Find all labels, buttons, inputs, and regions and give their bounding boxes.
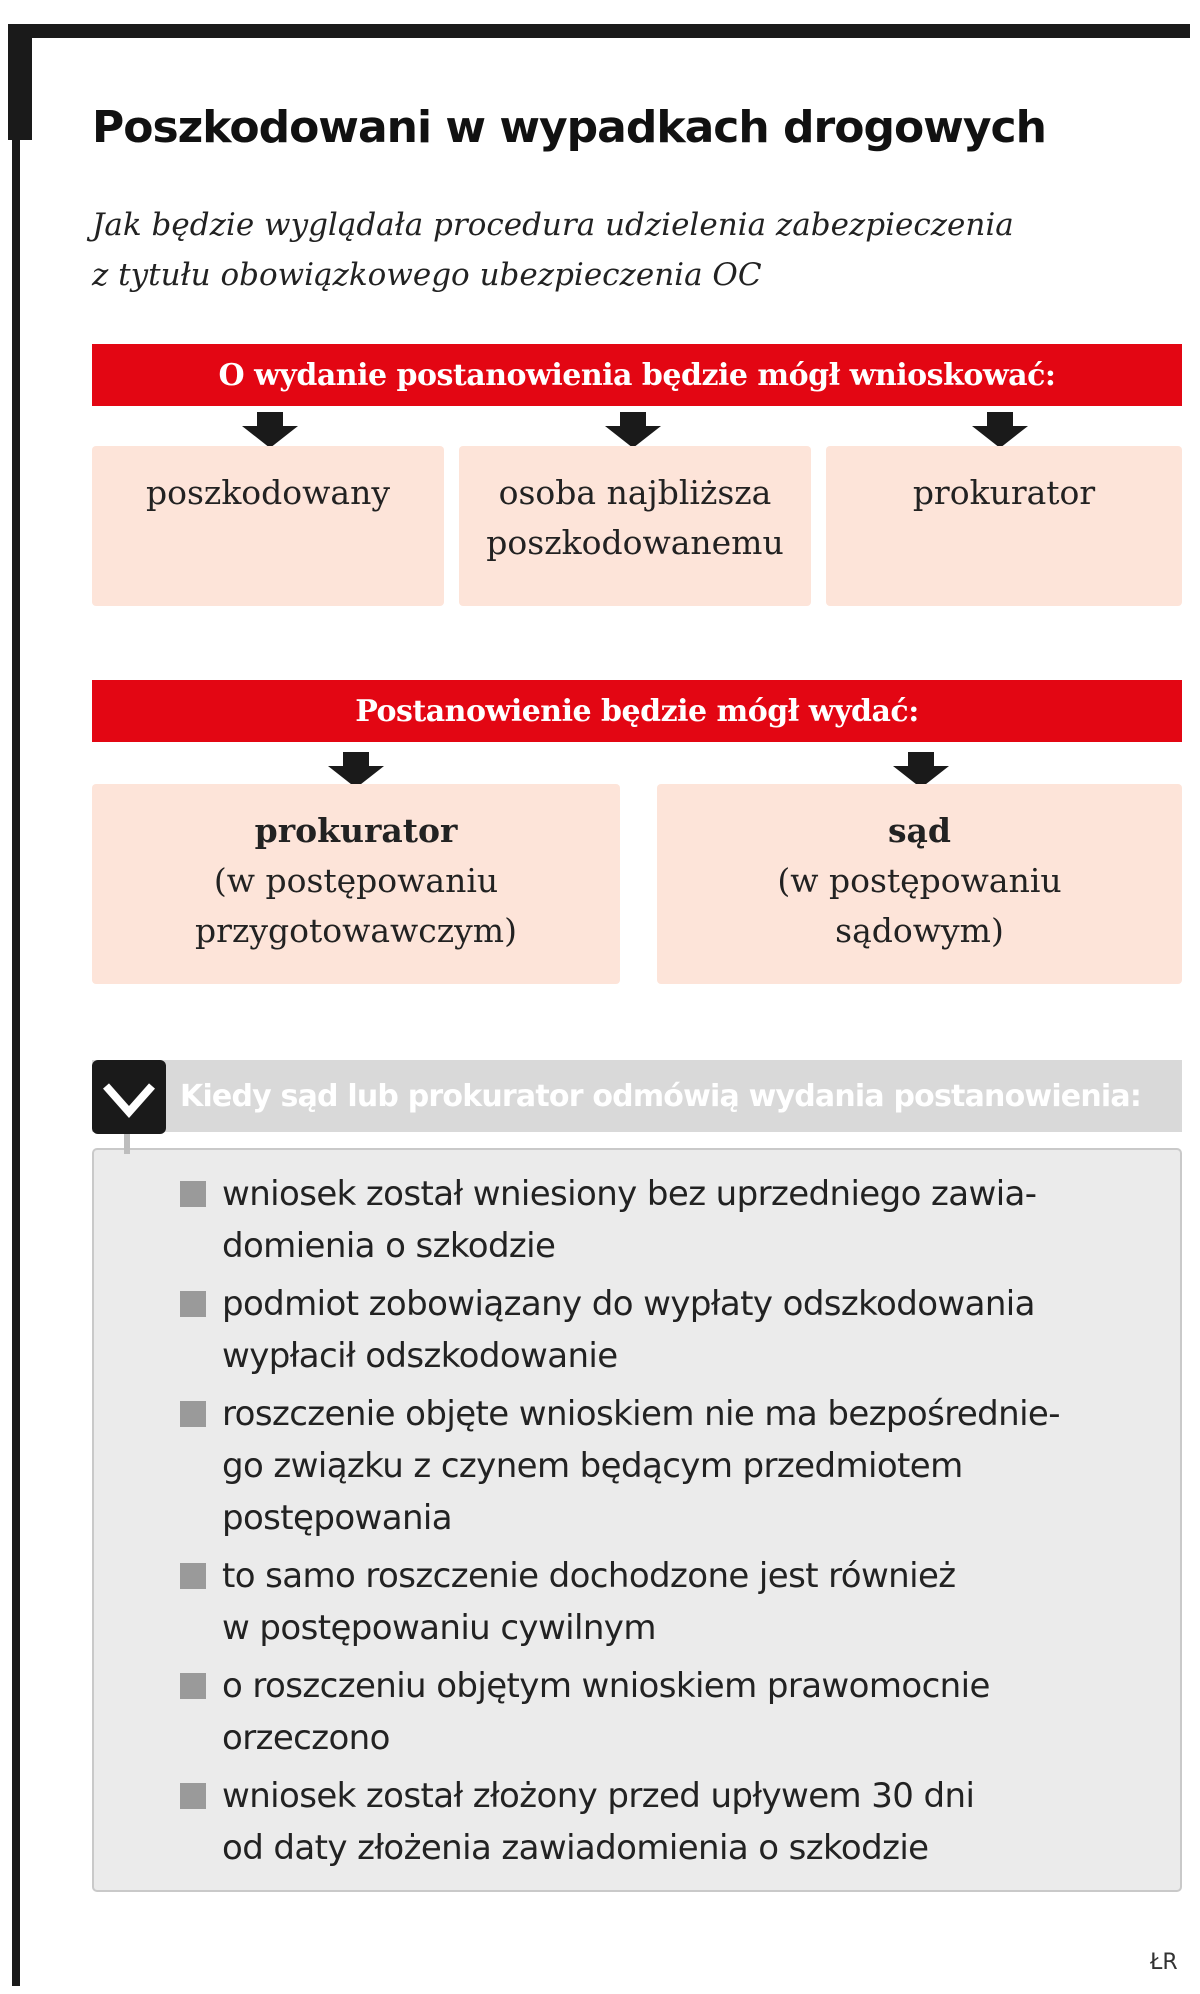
- subtitle: [92, 200, 1182, 300]
- list-item: [180, 1388, 1180, 1544]
- arrow-down-icon: [242, 412, 298, 448]
- square-bullet-icon: [180, 1181, 206, 1207]
- list-item-line: domienia o szkodzie: [222, 1226, 556, 1266]
- refusal-header-text: Kiedy sąd lub prokurator odmówią wydania postanowienia:: [180, 1078, 1142, 1114]
- refusal-reasons-list: [180, 1168, 1180, 1880]
- list-item-line: roszczenie objęte wnioskiem nie ma bezpośrednie-: [222, 1394, 1060, 1434]
- list-item: [180, 1770, 1180, 1874]
- list-item-line: go związku z czynem będącym przedmiotem: [222, 1446, 963, 1486]
- applicant-box: [92, 446, 444, 606]
- list-item: [180, 1660, 1180, 1764]
- issuer-detail: (w postępowaniu: [213, 861, 499, 900]
- applicant-label: poszkodowanemu: [486, 523, 784, 562]
- list-item-line: postępowania: [222, 1498, 453, 1538]
- issuer-detail: przygotowawczym): [195, 911, 517, 950]
- author-credit: ŁR: [1150, 1950, 1178, 1975]
- applicant-box: [826, 446, 1182, 606]
- list-item-line: wniosek został wniesiony bez uprzedniego zawia-: [222, 1174, 1037, 1214]
- list-item: [180, 1550, 1180, 1654]
- square-bullet-icon: [180, 1401, 206, 1427]
- list-item-line: o roszczeniu objętym wnioskiem prawomocnie: [222, 1666, 990, 1706]
- applicant-box: [459, 446, 811, 606]
- applicant-label: osoba najbliższa: [498, 473, 772, 512]
- check-mark-icon: [92, 1060, 166, 1134]
- square-bullet-icon: [180, 1783, 206, 1809]
- section-header-applicants: O wydanie postanowienia będzie mógł wnioskować:: [92, 344, 1182, 406]
- list-item-line: w postępowaniu cywilnym: [222, 1608, 656, 1648]
- frame-top-border: [8, 24, 1190, 38]
- chevron-check-icon: [92, 1060, 166, 1134]
- frame-left-border: [12, 24, 20, 1986]
- section-header-issuers: Postanowienie będzie mógł wydać:: [92, 680, 1182, 742]
- issuer-box: [92, 784, 620, 984]
- list-item-line: wypłacił odszkodowanie: [222, 1336, 618, 1376]
- subtitle-line: z tytułu obowiązkowego ubezpieczenia OC: [92, 257, 762, 293]
- issuer-detail: (w postępowaniu: [777, 861, 1062, 900]
- issuer-box: [657, 784, 1182, 984]
- arrow-down-icon: [972, 412, 1028, 448]
- list-item: [180, 1278, 1180, 1382]
- arrow-down-icon: [605, 412, 661, 448]
- list-item-line: to samo roszczenie dochodzone jest również: [222, 1556, 956, 1596]
- list-item-line: podmiot zobowiązany do wypłaty odszkodowania: [222, 1284, 1035, 1324]
- applicant-label: prokurator: [912, 473, 1096, 512]
- list-item-line: wniosek został złożony przed upływem 30 dni: [222, 1776, 975, 1816]
- issuer-name: prokurator: [254, 811, 458, 850]
- square-bullet-icon: [180, 1291, 206, 1317]
- arrow-down-icon: [328, 752, 384, 788]
- list-item-line: orzeczono: [222, 1718, 390, 1758]
- square-bullet-icon: [180, 1563, 206, 1589]
- header-connector: [124, 1134, 130, 1154]
- applicant-label: poszkodowany: [146, 473, 390, 512]
- arrow-down-icon: [893, 752, 949, 788]
- issuer-name: sąd: [887, 811, 952, 850]
- page-title: Poszkodowani w wypadkach drogowych: [92, 102, 1046, 153]
- square-bullet-icon: [180, 1673, 206, 1699]
- issuer-detail: sądowym): [835, 911, 1004, 950]
- subtitle-line: Jak będzie wyglądała procedura udzielenia zabezpieczenia: [92, 207, 1014, 243]
- list-item-line: od daty złożenia zawiadomienia o szkodzie: [222, 1828, 929, 1868]
- list-item: [180, 1168, 1180, 1272]
